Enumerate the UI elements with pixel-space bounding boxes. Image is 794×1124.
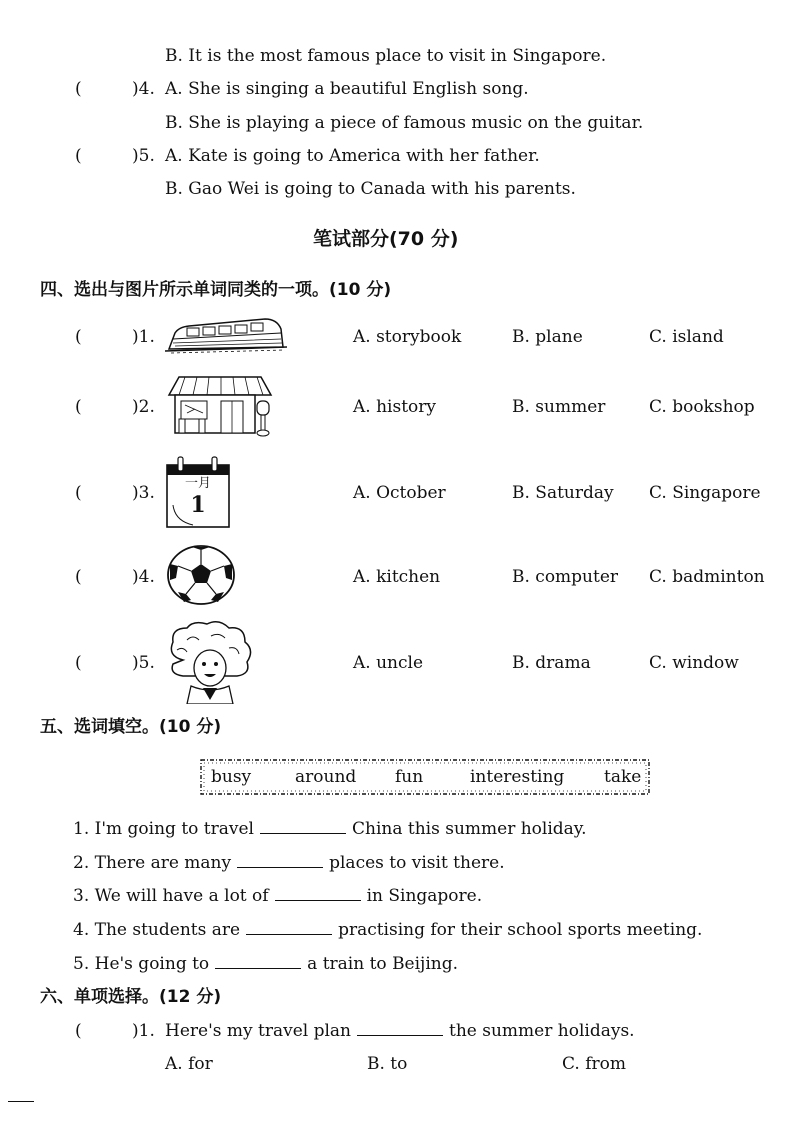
word-around: around xyxy=(295,767,357,787)
option-c: C. badminton xyxy=(649,567,765,587)
sentence-before: 3. We will have a lot of xyxy=(73,886,269,906)
fill-sentence-1 xyxy=(73,819,587,839)
word-busy: busy xyxy=(211,767,252,787)
option-b: B. computer xyxy=(512,567,619,587)
option-b: B. drama xyxy=(512,653,591,673)
word-fun: fun xyxy=(395,767,424,787)
question-number: )3. xyxy=(132,483,155,503)
woman-icon xyxy=(163,620,257,704)
answer-blank[interactable] xyxy=(246,920,332,935)
sentence-before: 5. He's going to xyxy=(73,954,210,974)
question-number: )1. xyxy=(132,1021,155,1041)
question-number: )1. xyxy=(132,327,155,347)
word-interesting: interesting xyxy=(470,767,565,787)
option-a: A. uncle xyxy=(353,653,424,673)
sentence-after: in Singapore. xyxy=(366,886,483,906)
option-a: A. for xyxy=(165,1054,213,1074)
question-before: Here's my travel plan xyxy=(165,1021,352,1041)
answer-paren[interactable]: ( xyxy=(75,1021,82,1041)
option-c: C. island xyxy=(649,327,724,347)
sentence-before: 1. I'm going to travel xyxy=(73,819,254,839)
section6-title: 六、单项选择。(12 分) xyxy=(40,987,222,1007)
question-number: )5. xyxy=(132,653,155,673)
option-c: C. window xyxy=(649,653,739,673)
fill-sentence-2 xyxy=(73,853,505,873)
fill-sentence-5 xyxy=(73,954,458,974)
option-a: A. October xyxy=(353,483,446,503)
answer-paren[interactable]: ( xyxy=(75,567,82,587)
sentence-before: 2. There are many xyxy=(73,853,232,873)
written-part-title: 笔试部分(70 分) xyxy=(313,228,459,250)
page-corner-rule xyxy=(8,1101,34,1102)
word-bank-border xyxy=(199,757,651,797)
q5-option-a: A. Kate is going to America with her father. xyxy=(165,146,540,166)
option-b: B. summer xyxy=(512,397,606,417)
answer-paren[interactable]: ( xyxy=(75,483,82,503)
sentence-after: a train to Beijing. xyxy=(307,954,458,974)
option-a: A. kitchen xyxy=(353,567,441,587)
choice-question-1 xyxy=(165,1021,635,1041)
question-after: the summer holidays. xyxy=(449,1021,635,1041)
question-number: )4. xyxy=(132,79,155,99)
q5-option-b: B. Gao Wei is going to Canada with his parents. xyxy=(165,179,576,199)
football-icon xyxy=(166,544,236,606)
section4-title: 四、选出与图片所示单词同类的一项。(10 分) xyxy=(40,280,392,300)
option-b: B. Saturday xyxy=(512,483,614,503)
option-b: B. to xyxy=(367,1054,408,1074)
option-c: C. bookshop xyxy=(649,397,755,417)
answer-paren: ( xyxy=(75,79,82,99)
question-number: )2. xyxy=(132,397,155,417)
option-a: A. history xyxy=(353,397,436,417)
answer-paren[interactable]: ( xyxy=(75,653,82,673)
option-b: B. plane xyxy=(512,327,583,347)
sentence-after: practising for their school sports meeting. xyxy=(338,920,703,940)
answer-blank[interactable] xyxy=(260,819,346,834)
q4-option-a: A. She is singing a beautiful English song. xyxy=(165,79,529,99)
answer-paren[interactable]: ( xyxy=(75,397,82,417)
sentence-before: 4. The students are xyxy=(73,920,241,940)
option-c: C. Singapore xyxy=(649,483,761,503)
calendar-day: 1 xyxy=(190,492,206,518)
question-number: )5. xyxy=(132,146,155,166)
sentence-after: China this summer holiday. xyxy=(352,819,587,839)
calendar-icon xyxy=(165,455,231,529)
option-a: A. storybook xyxy=(353,327,462,347)
answer-blank[interactable] xyxy=(357,1021,443,1036)
answer-paren[interactable]: ( xyxy=(75,327,82,347)
q4-option-b: B. She is playing a piece of famous music on the guitar. xyxy=(165,113,644,133)
option-c: C. from xyxy=(562,1054,626,1074)
q3-option-b: B. It is the most famous place to visit in Singapore. xyxy=(165,46,607,66)
fill-sentence-4 xyxy=(73,920,702,940)
answer-blank[interactable] xyxy=(275,886,361,901)
answer-blank[interactable] xyxy=(237,853,323,868)
sentence-after: places to visit there. xyxy=(329,853,505,873)
question-number: )4. xyxy=(132,567,155,587)
calendar-month: 一月 xyxy=(184,476,211,491)
word-take: take xyxy=(604,767,642,787)
train-icon xyxy=(165,313,287,355)
answer-blank[interactable] xyxy=(215,954,301,969)
fill-sentence-3 xyxy=(73,886,482,906)
answer-paren: ( xyxy=(75,146,82,166)
shop-icon xyxy=(165,373,275,441)
section5-title: 五、选词填空。(10 分) xyxy=(40,717,222,737)
word-bank xyxy=(199,757,651,797)
